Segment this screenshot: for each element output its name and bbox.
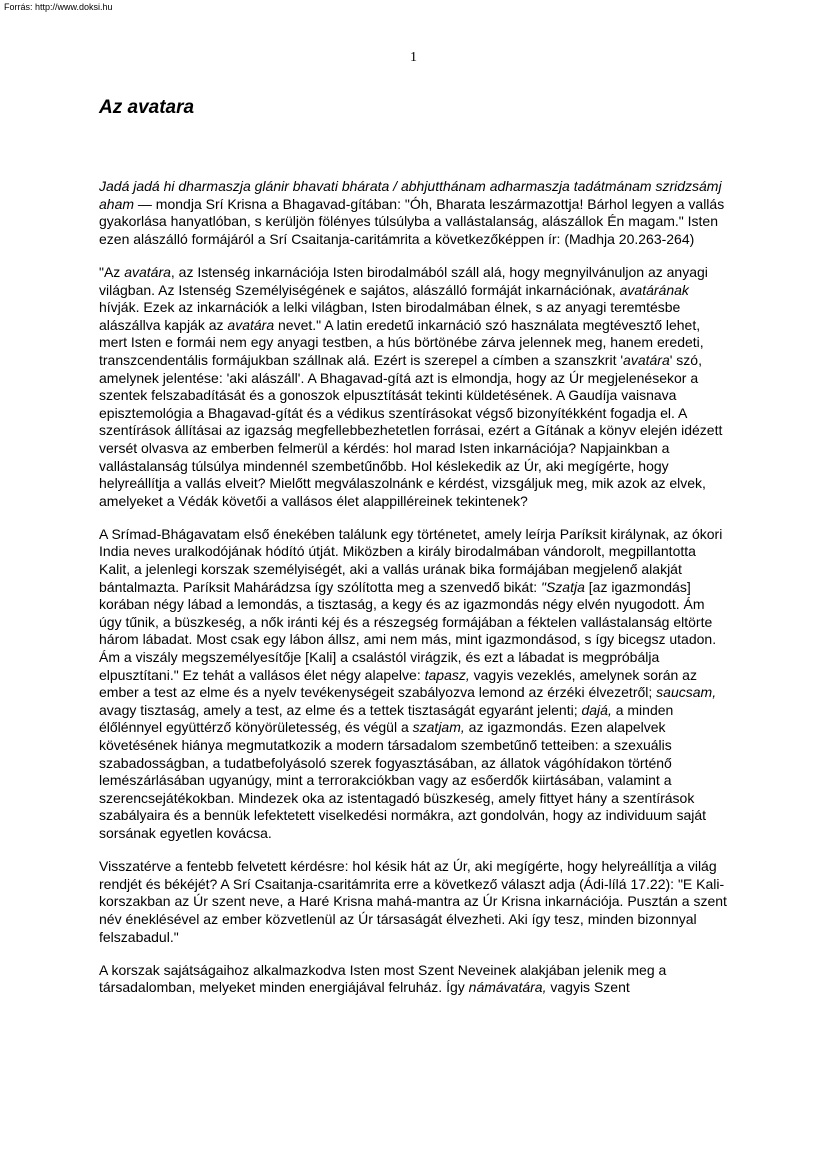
italic-text: szatjam, xyxy=(412,719,465,736)
page-number: 1 xyxy=(410,50,417,65)
italic-text: Jadá jadá hi dharmaszja glánir bhavati bhárata / abhjutthánam adharmaszja tadátmánam szridzsámj aham xyxy=(99,178,722,212)
text-segment: avagy tisztaság, amely a test, az elme és a tettek tisztaságát egyaránt jelenti; xyxy=(99,701,582,718)
text-segment: vagyis Szent xyxy=(546,979,630,996)
text-segment: ' szó, amelynek jelentése: 'aki alászáll'. A Bhagavad-gítá azt is elmondja, hogy az Úr megjelenésekor a szentek felszabadítását és a gonoszok elpusztítását tekinti küldetésének. A Gaudíja vaisnava episztemológia a Bhagavad-gítát és a védikus szentírásokat végső bizonyítékként fogadja el. A szentírások állításai az igazság megfellebbezhetetlen forrásai, ezért a Gítának a könyv elején idézett versét olvasva az emberben felmerül a kérdés: hol marad Isten inkarnációja? Napjainkban a vallástalanság túlsúlya mindennél szembetűnőbb. Hol késlekedik az Úr, aki megígérte, hogy helyreállítja a vallás elveit? Mielőtt megválaszolnánk e kérdést, vizsgáljuk meg, mik azok az elvek, amelyeket a Védák követői a vallásos élet alappilléreinek tekintenek? xyxy=(99,351,723,509)
text-segment: a minden élőlénnyel együttérző könyörületesség, és végül a xyxy=(99,701,674,736)
paragraph-1 xyxy=(99,178,729,248)
italic-text: avatára xyxy=(124,263,171,280)
text-segment: vagyis vezeklés, amelynek során az ember a test az elme és a nyelv tevékenységeit szabályozva lemond az érzéki élvezetről; xyxy=(99,666,697,701)
text-segment: A korszak sajátságaihoz alkalmazkodva Isten most Szent Neveinek alakjában jelenik meg a társadalomban, melyeket minden energiájával felruház. Így xyxy=(99,961,667,996)
italic-text: dajá, xyxy=(581,701,612,718)
text-segment: Visszatérve a fentebb felvetett kérdésre: hol késik hát az Úr, aki megígérte, hogy helyreállítja a világ rendjét és békéjét? A Srí Csaitanja-csaritámrita erre a következő választ adja (Ádi-lílá 17.22): "E Kali-korszakban az Úr szent neve, a Haré Krisna mahá-mantra az Úr Krisna inkarnációja. Pusztán a szent név éneklésével az ember közvetlenül az Úr társaságát élvezheti. Aki így tesz, minden bizonnyal felszabadul." xyxy=(99,858,727,945)
text-segment: — mondja Srí Krisna a Bhagavad-gítában: "Óh, Bharata leszármazottja! Bárhol legyen a vallás gyakorlása hanyatlóban, s kerüljön fölényes túlsúlyba a vallástalanság, alászállok Én magam." Isten ezen alászálló formájáról a Srí Csaitanja-caritámrita a következőképpen ír: (Madhja 20.263-264) xyxy=(99,195,725,247)
italic-text: avatárának xyxy=(619,281,689,298)
text-segment: [az igazmondás] korában négy lábad a lemondás, a tisztaság, a kegy és az igazmondás négy elvén nyugodott. Ám úgy tűnik, a büszkeség, a nők iránti kéj és a részegség formájában a féktelen vallástalanság eltörte három lábadat. Most csak egy lábon állsz, ami nem más, mint igazmondásod, s így bicegsz utadon. Ám a viszály megszemélyesítője [Kali] a csalástól virágzik, és ezt a lábadat is megpróbálja elpusztítani." Ez tehát a vallásos élet négy alapelve: xyxy=(99,578,717,683)
paragraph-3 xyxy=(99,526,729,843)
paragraph-5 xyxy=(99,962,729,997)
text-segment: nevet." A latin eredetű inkarnáció szó használata megtévesztő lehet, mert Isten e formái nem egy anyagi testben, a hús börtönébe zárva jelennek meg, hanem eredeti, transzcendentális formájukban szállnak alá. Ezért is szerepel a címben a szanszkrit ' xyxy=(99,316,704,368)
italic-text: námávatára, xyxy=(468,979,547,996)
italic-text: avatára xyxy=(227,316,275,333)
text-segment: , az Istenség inkarnációja Isten birodalmából száll alá, hogy megnyilvánuljon az anyagi világban. Az Istenség Személyiségének e sajátos, alászálló formáját inkarnációnak, xyxy=(99,263,708,298)
text-segment: A Srímad-Bhágavatam első énekében találunk egy történetet, amely leírja Paríksit királynak, az ókori India neves uralkodójának hódító útját. Miközben a király birodalmában vándorolt, megpillantotta Kalit, a jelenlegi korszak személyiségét, aki a vallás urának bika formájában megjelenő alakját bántalmazta. Paríksit Mahárádzsa így szólította meg a szenvedő bikát: xyxy=(99,525,723,595)
italic-text: "Szatja xyxy=(541,578,585,595)
text-segment: hívják. Ezek az inkarnációk a lelki világban, Isten birodalmában élnek, s az anyagi teremtésbe alászállva kapják az xyxy=(99,299,681,333)
source-label: Forrás: http://www.doksi.hu xyxy=(4,2,113,12)
page-title: Az avatara xyxy=(99,97,195,118)
text-segment: az igazmondás. Ezen alapelvek követésének hiánya megmutatkozik a modern társadalom szembetűnő tetteiben: a szexuális szabadosságban, a tudatbefolyásoló szerek fogyasztásában, az állatok vágóhídakon történő lemészárlásában ugyanúgy, mint a terrorakciókban vagy az esőerdők kiirtásában, valamint a szerencsejátékokban. Mindezek oka az istentagadó büszkeség, amely fittyet hány a szentírások szabályaira és a bennük lefektetett viselkedési normákra, azt gondolván, hogy az individuum saját sorsának egyetlen kovácsa. xyxy=(99,719,707,841)
article-body xyxy=(99,178,729,1013)
paragraph-2 xyxy=(99,264,729,510)
italic-text: avatára xyxy=(623,351,670,368)
text-segment: "Az xyxy=(99,263,125,280)
italic-text: tapasz, xyxy=(424,666,470,683)
italic-text: saucsam, xyxy=(656,684,717,701)
paragraph-4 xyxy=(99,858,729,946)
